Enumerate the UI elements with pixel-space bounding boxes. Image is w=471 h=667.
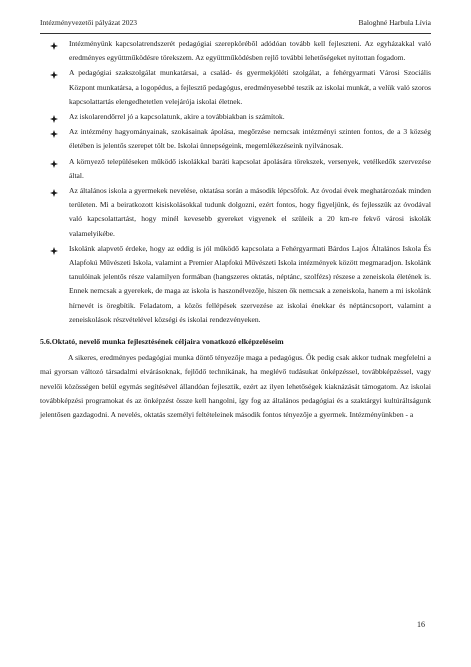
list-item	[40, 242, 431, 327]
header-left-text: Intézményvezetői pályázat 2023	[40, 18, 138, 27]
diamond-bullet-icon	[50, 246, 58, 254]
diamond-bullet-icon	[50, 70, 58, 78]
section-paragraph: A sikeres, eredményes pedagógiai munka döntő tényezője maga a pedagógus. Ők pedig csak akkor tudnak megfelelni a mai gyorsan változó társadalmi elvárásoknak, fejlődő technikának, ha meglévő tudásukat önképzéssel, továbbképzéssel, vagy nevelői közösségen belül egymás segítésével állandóan fejlesztik, ezért az ilyen lehetőségek kiaknázását támogatom. Az iskolai továbbképzési programokat és az önképzést össze kell hangolni, így fog az általános pedagógiai és a szaktárgyi kultúráltságunk jelentősen gazdagodni. A nevelés, oktatás személyi feltételeinek második fontos tényezője a gyermek. Intézményünkben - a	[40, 353, 431, 420]
list-item-text: Az intézmény hagyományainak, szokásainak ápolása, megőrzése nemcsak intézményi szinten fontos, de a 3 község életében is jelentős szerepet tölt be. Iskolai ünnepségeink, megemlékezéseink nyilvánosak.	[69, 127, 431, 151]
diamond-bullet-icon	[50, 188, 58, 196]
list-item-text: Az általános iskola a gyermekek nevelése, oktatása során a második lépcsőfok. Az óvodai évek meghatározóak minden területen. Mi a beiratkozott kisiskolásokkal tudunk dolgozni, ezért fontos, hogy figyeljünk, és fejlesszük az óvodával való kapcsolattartást, hogy minél kevesebb gyereket vigyenek el szüleik a 20 km-re fekvő városi iskolák valamelyikébe.	[69, 186, 431, 238]
list-item-text: Iskolánk alapvető érdeke, hogy az eddig is jól működő kapcsolata a Fehérgyarmati Bárdos Lajos Általános Iskola És Alapfokú Művészeti Iskola, valamint a Premier Alapfokú Művészeti Iskola intézmények között megmaradjon. Iskolánk tanulóinak jelentős része valamilyen formában (hangszeres oktatás, néptánc, szolfézs) részese a zeneiskola életének is. Ennek nemcsak a gyerekek, de maga az iskola is haszonélvezője, hiszen ők nemcsak a zeneiskola, hanem a mi iskolánk hírnevét is öregbítik. Feladatom, a közös fellépések szervezése az iskolai énekkar és néptáncsoport, valamint a zeneiskolások részvételével községi és iskolai rendezvényeken.	[69, 243, 431, 324]
diamond-bullet-icon	[50, 159, 58, 167]
diamond-bullet-icon	[50, 129, 58, 137]
list-item-text: Intézményünk kapcsolatrendszerét pedagógiai szerepkörébõl adódóan tovább kell fejleszteni. Az egyházakkal való eredményes együttműködésre törekszem. Az együttműködésben rejlő további lehetőségeket nyitottan fogadom.	[69, 39, 431, 63]
diamond-bullet-icon	[50, 41, 58, 49]
page-number: 16	[417, 620, 425, 629]
diamond-bullet-icon	[50, 114, 58, 122]
list-item	[40, 110, 431, 124]
list-item	[40, 125, 431, 153]
bullet-list	[40, 37, 431, 327]
list-item	[40, 66, 431, 109]
list-item-text: Az iskolarendőrrel jó a kapcsolatunk, akire a továbbiakban is számítok.	[69, 112, 285, 122]
section-heading: 5.6.Oktató, nevelő munka fejlesztésének céljaira vonatkozó elképzeléseim	[40, 337, 284, 347]
header-right-text: Baloghné Harbula Lívia	[358, 18, 431, 27]
page-header	[40, 18, 431, 32]
list-item-text: A pedagógiai szakszolgálat munkatársai, a család- és gyermekjóléti szolgálat, a fehérgyarmati Városi Szociális Központ munkatársa, a logopédus, a fejlesztő pedagógus, eredményesebbé teszik az iskolai munkát, a velük való szoros kapcsolattartás elengedhetetlen velejárója iskolai életnek.	[69, 68, 431, 106]
list-item	[40, 155, 431, 183]
list-item	[40, 37, 431, 65]
list-item-text: A környező településeken működő iskolákkal baráti kapcsolat ápolására törekszek, versenyek, vetélkedők szervezése által.	[69, 156, 431, 180]
page-body	[40, 37, 431, 422]
list-item	[40, 184, 431, 241]
header-rule	[40, 33, 431, 34]
